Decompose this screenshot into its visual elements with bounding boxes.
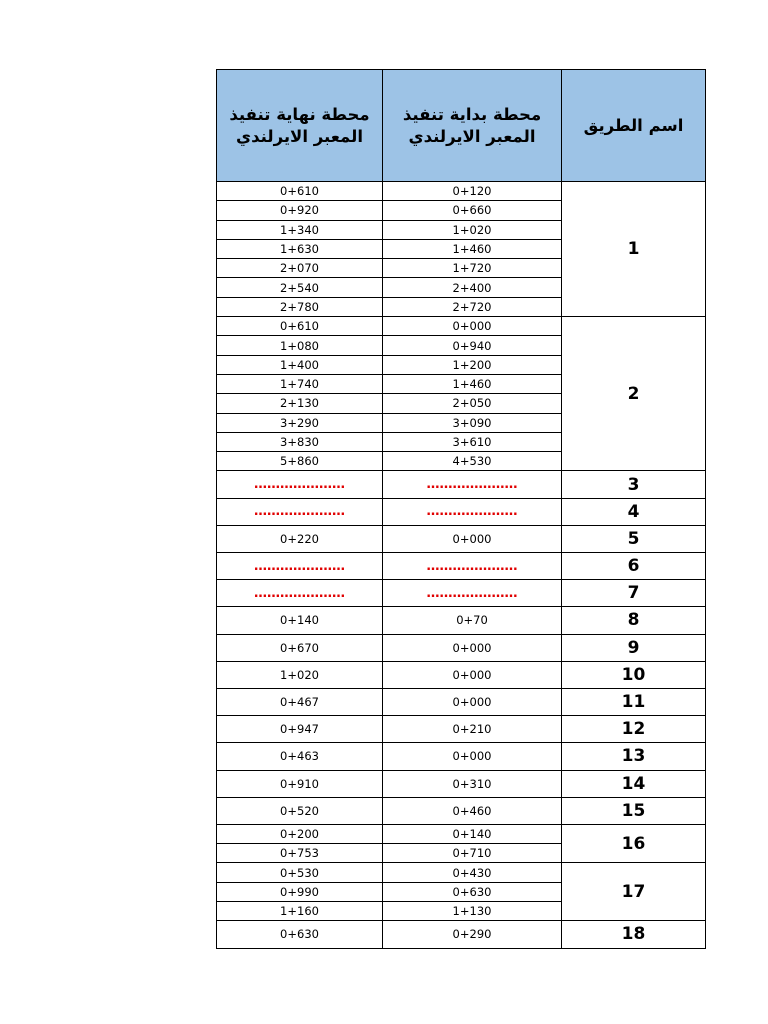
start-station-cell: ………………… xyxy=(383,471,562,498)
end-station-cell: 0+910 xyxy=(217,770,383,797)
road-name-cell: 17 xyxy=(562,863,706,921)
start-station-cell: 1+020 xyxy=(383,220,562,239)
table-row xyxy=(217,607,706,634)
end-station-cell: 2+780 xyxy=(217,297,383,316)
end-station-cell: 0+630 xyxy=(217,921,383,948)
road-name-cell: 10 xyxy=(562,661,706,688)
start-station-cell: 0+630 xyxy=(383,882,562,901)
end-station-cell: 3+830 xyxy=(217,432,383,451)
road-name-cell: 6 xyxy=(562,553,706,580)
start-station-cell: 0+140 xyxy=(383,824,562,843)
start-station-cell: 0+000 xyxy=(383,688,562,715)
end-station-cell: 0+467 xyxy=(217,688,383,715)
header-road-name: اسم الطريق xyxy=(562,70,706,182)
end-station-cell: ………………… xyxy=(217,580,383,607)
start-station-cell: ………………… xyxy=(383,498,562,525)
start-station-cell: ………………… xyxy=(383,580,562,607)
end-station-cell: ………………… xyxy=(217,471,383,498)
road-name-cell: 1 xyxy=(562,182,706,317)
start-station-cell: 2+400 xyxy=(383,278,562,297)
road-name-cell: 11 xyxy=(562,688,706,715)
start-station-cell: 0+290 xyxy=(383,921,562,948)
table-row xyxy=(217,182,706,201)
table-body xyxy=(217,182,706,949)
header-end-station: محطة نهاية تنفيذ المعبر الايرلندي xyxy=(217,70,383,182)
start-station-cell: ………………… xyxy=(383,553,562,580)
table-row xyxy=(217,661,706,688)
road-name-cell: 13 xyxy=(562,743,706,770)
end-station-cell: 0+753 xyxy=(217,844,383,863)
stations-table xyxy=(216,69,706,949)
road-name-cell: 18 xyxy=(562,921,706,948)
start-station-cell: 0+660 xyxy=(383,201,562,220)
road-name-cell: 3 xyxy=(562,471,706,498)
end-station-cell: 0+610 xyxy=(217,182,383,201)
start-station-cell: 0+000 xyxy=(383,317,562,336)
end-station-cell: 1+400 xyxy=(217,355,383,374)
table-row xyxy=(217,317,706,336)
start-station-cell: 4+530 xyxy=(383,452,562,471)
start-station-cell: 3+090 xyxy=(383,413,562,432)
start-station-cell: 0+000 xyxy=(383,634,562,661)
start-station-cell: 3+610 xyxy=(383,432,562,451)
start-station-cell: 0+70 xyxy=(383,607,562,634)
start-station-cell: 0+000 xyxy=(383,661,562,688)
table-row xyxy=(217,824,706,843)
table-row xyxy=(217,716,706,743)
table-row xyxy=(217,688,706,715)
road-name-cell: 4 xyxy=(562,498,706,525)
end-station-cell: 3+290 xyxy=(217,413,383,432)
road-name-cell: 16 xyxy=(562,824,706,863)
end-station-cell: 0+463 xyxy=(217,743,383,770)
start-station-cell: 1+720 xyxy=(383,259,562,278)
end-station-cell: 1+160 xyxy=(217,902,383,921)
table-row xyxy=(217,863,706,882)
start-station-cell: 0+460 xyxy=(383,797,562,824)
table-row xyxy=(217,770,706,797)
start-station-cell: 2+720 xyxy=(383,297,562,316)
end-station-cell: 1+080 xyxy=(217,336,383,355)
start-station-cell: 1+130 xyxy=(383,902,562,921)
end-station-cell: 0+520 xyxy=(217,797,383,824)
end-station-cell: 0+990 xyxy=(217,882,383,901)
end-station-cell: 2+130 xyxy=(217,394,383,413)
header-row xyxy=(217,70,706,182)
header-start-station: محطة بداية تنفيذ المعبر الايرلندي xyxy=(383,70,562,182)
table-row xyxy=(217,553,706,580)
start-station-cell: 0+210 xyxy=(383,716,562,743)
end-station-cell: 0+920 xyxy=(217,201,383,220)
road-name-cell: 2 xyxy=(562,317,706,471)
road-name-cell: 7 xyxy=(562,580,706,607)
start-station-cell: 2+050 xyxy=(383,394,562,413)
table-row xyxy=(217,498,706,525)
end-station-cell: 0+220 xyxy=(217,525,383,552)
end-station-cell: 2+540 xyxy=(217,278,383,297)
table-row xyxy=(217,525,706,552)
start-station-cell: 0+120 xyxy=(383,182,562,201)
start-station-cell: 1+460 xyxy=(383,239,562,258)
end-station-cell: 0+200 xyxy=(217,824,383,843)
end-station-cell: 0+610 xyxy=(217,317,383,336)
end-station-cell: ………………… xyxy=(217,553,383,580)
start-station-cell: 0+000 xyxy=(383,525,562,552)
start-station-cell: 1+460 xyxy=(383,374,562,393)
table-row xyxy=(217,471,706,498)
end-station-cell: 5+860 xyxy=(217,452,383,471)
table-row xyxy=(217,797,706,824)
end-station-cell: 2+070 xyxy=(217,259,383,278)
end-station-cell: 0+140 xyxy=(217,607,383,634)
road-name-cell: 9 xyxy=(562,634,706,661)
end-station-cell: 0+530 xyxy=(217,863,383,882)
table-row xyxy=(217,580,706,607)
end-station-cell: 1+740 xyxy=(217,374,383,393)
start-station-cell: 0+710 xyxy=(383,844,562,863)
road-name-cell: 8 xyxy=(562,607,706,634)
end-station-cell: 0+947 xyxy=(217,716,383,743)
start-station-cell: 1+200 xyxy=(383,355,562,374)
road-name-cell: 5 xyxy=(562,525,706,552)
table-row xyxy=(217,743,706,770)
table-row xyxy=(217,921,706,948)
start-station-cell: 0+430 xyxy=(383,863,562,882)
road-name-cell: 15 xyxy=(562,797,706,824)
road-name-cell: 12 xyxy=(562,716,706,743)
end-station-cell: 1+020 xyxy=(217,661,383,688)
end-station-cell: 1+630 xyxy=(217,239,383,258)
start-station-cell: 0+940 xyxy=(383,336,562,355)
start-station-cell: 0+310 xyxy=(383,770,562,797)
table-row xyxy=(217,634,706,661)
road-name-cell: 14 xyxy=(562,770,706,797)
end-station-cell: ………………… xyxy=(217,498,383,525)
end-station-cell: 1+340 xyxy=(217,220,383,239)
end-station-cell: 0+670 xyxy=(217,634,383,661)
start-station-cell: 0+000 xyxy=(383,743,562,770)
